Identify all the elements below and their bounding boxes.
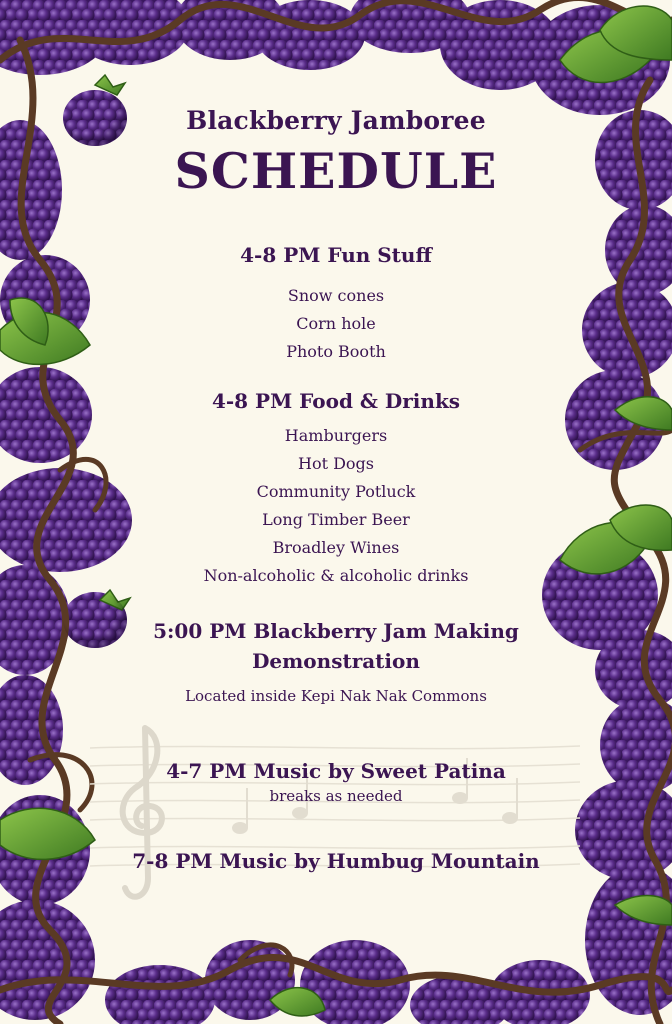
list-item: Community Potluck bbox=[256, 482, 416, 501]
breaks-note: breaks as needed bbox=[269, 787, 403, 805]
section-heading: 4-8 PM Fun Stuff bbox=[240, 243, 432, 267]
location-note: Located inside Kepi Nak Nak Commons bbox=[185, 687, 487, 705]
section-music-humbug-mountain bbox=[60, 848, 612, 874]
list-item: Non-alcoholic & alcoholic drinks bbox=[203, 566, 469, 585]
section-heading: 4-7 PM Music by Sweet Patina bbox=[166, 759, 506, 783]
list-item: Photo Booth bbox=[286, 342, 386, 361]
list-item: Hamburgers bbox=[284, 426, 388, 445]
section-heading-line2: Demonstration bbox=[252, 649, 420, 673]
section-heading-line1: 5:00 PM Blackberry Jam Making bbox=[153, 619, 519, 643]
section-jam-demonstration bbox=[60, 618, 612, 708]
section-heading: 4-8 PM Food & Drinks bbox=[211, 389, 461, 413]
list-item: Long Timber Beer bbox=[262, 510, 410, 529]
list-item: Corn hole bbox=[296, 314, 376, 333]
section-food-drinks bbox=[60, 388, 612, 590]
schedule-heading: SCHEDULE bbox=[174, 142, 498, 200]
list-item: Snow cones bbox=[287, 286, 385, 305]
section-heading: 7-8 PM Music by Humbug Mountain bbox=[132, 849, 540, 873]
section-fun-stuff bbox=[60, 242, 612, 366]
event-title: Blackberry Jamboree bbox=[186, 106, 486, 135]
schedule-content bbox=[100, 0, 572, 1024]
list-item: Broadley Wines bbox=[272, 538, 400, 557]
list-item: Hot Dogs bbox=[297, 454, 374, 473]
section-music-sweet-patina bbox=[60, 758, 612, 808]
